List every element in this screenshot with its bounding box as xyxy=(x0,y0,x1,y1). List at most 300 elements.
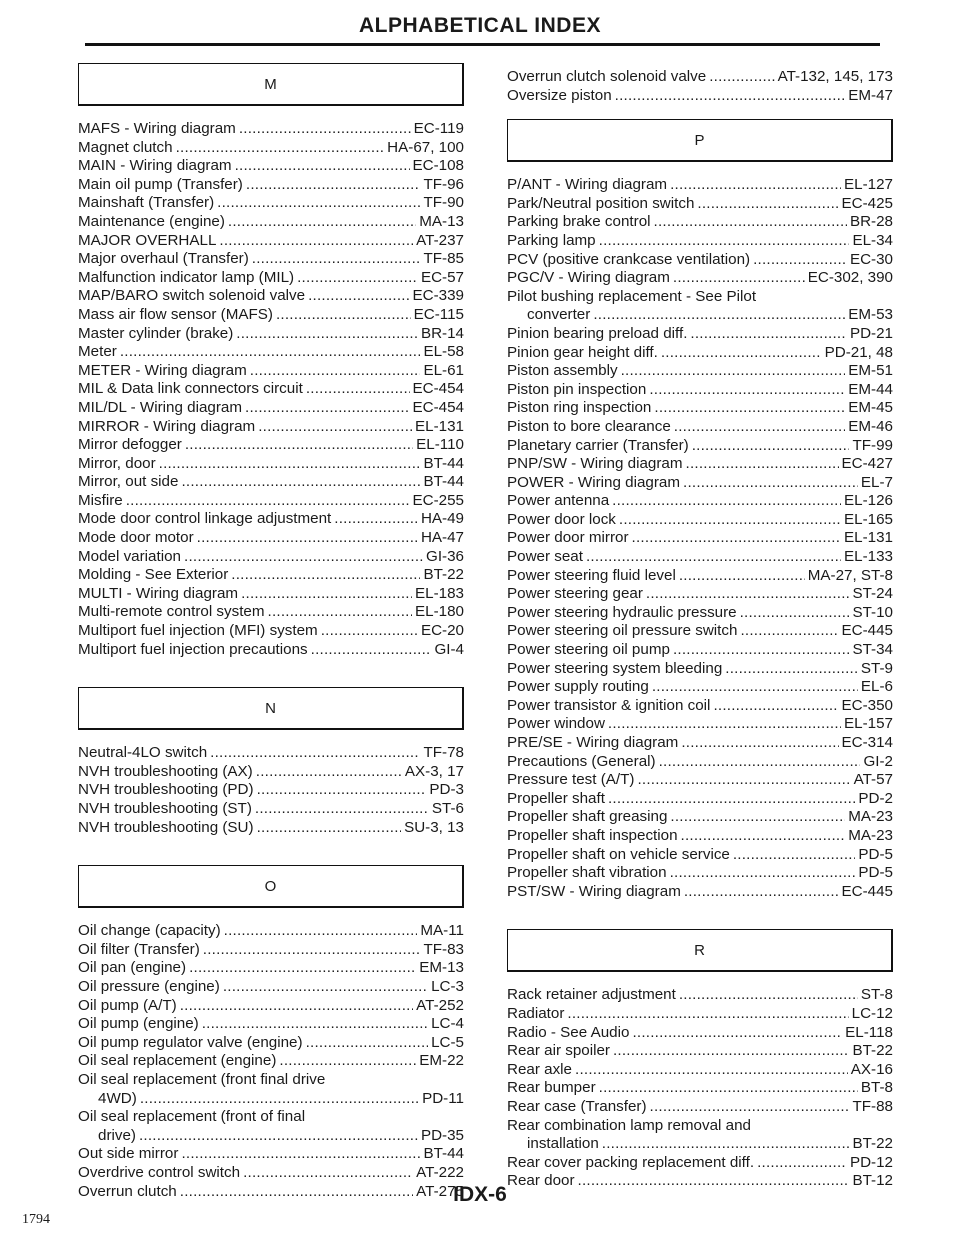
entry-term: NVH troubleshooting (ST) xyxy=(78,800,252,817)
entry-page: EL-165 xyxy=(844,510,893,528)
index-entry xyxy=(78,922,464,941)
dot-leader xyxy=(297,269,418,288)
dot-leader xyxy=(311,641,432,660)
dot-leader xyxy=(612,492,841,511)
entry-page: SU-3, 13 xyxy=(404,818,464,836)
index-entry xyxy=(507,846,893,865)
entry-page: EC-115 xyxy=(413,305,464,323)
entry-page: BT-44 xyxy=(423,454,464,472)
dot-leader xyxy=(126,492,410,511)
index-entry xyxy=(78,325,464,344)
index-entry xyxy=(507,68,893,87)
entry-term: Meter xyxy=(78,343,117,361)
section-m-entries xyxy=(78,120,464,659)
entry-page: TF-90 xyxy=(423,194,464,212)
entry-term: MIRROR - Wiring diagram xyxy=(78,417,256,435)
index-entry xyxy=(78,194,464,213)
entry-page: BT-22 xyxy=(423,566,464,584)
entry-page: HA-49 xyxy=(420,510,464,528)
dot-leader xyxy=(181,1145,420,1164)
entry-term: PRE/SE - Wiring diagram xyxy=(507,734,679,751)
entry-page: AX-16 xyxy=(850,1060,893,1078)
index-entry xyxy=(507,1135,893,1154)
index-entry xyxy=(507,734,893,753)
entry-term: PCV (positive crankcase ventilation) xyxy=(507,250,751,268)
section-letter: R xyxy=(694,942,705,960)
entry-term: Propeller shaft xyxy=(507,789,605,807)
entry-page: EC-454 xyxy=(412,398,464,416)
index-entry xyxy=(507,195,893,214)
entry-page: PD-21 xyxy=(849,324,893,342)
dot-leader xyxy=(202,1015,428,1034)
index-entry xyxy=(507,697,893,716)
entry-page: PD-2 xyxy=(858,789,893,807)
entry-page: LC-12 xyxy=(851,1004,893,1022)
section-letter: N xyxy=(265,700,276,718)
entry-term: PST/SW - Wiring diagram xyxy=(507,882,681,900)
entry-term: Mode door motor xyxy=(78,529,194,547)
entry-term: Parking lamp xyxy=(507,231,596,249)
entry-page: BT-44 xyxy=(423,1145,464,1163)
entry-term: MAIN - Wiring diagram xyxy=(78,157,232,175)
entry-page: GI-2 xyxy=(863,752,893,770)
entry-term: PGC/V - Wiring diagram xyxy=(507,269,670,287)
entry-page: BT-44 xyxy=(423,473,464,491)
entry-term: Overrun clutch solenoid valve xyxy=(507,68,707,85)
entry-term: Oil pump (A/T) xyxy=(78,996,177,1014)
dot-leader xyxy=(257,781,427,800)
index-entry xyxy=(507,437,893,456)
dot-leader xyxy=(681,734,838,753)
dot-leader xyxy=(256,763,402,782)
index-entry xyxy=(507,604,893,623)
index-entry xyxy=(507,1061,893,1080)
dot-leader xyxy=(740,604,850,623)
entry-term: Mass air flow sensor (MAFS) xyxy=(78,305,273,323)
dot-leader xyxy=(679,567,805,586)
index-entry xyxy=(78,1090,464,1109)
index-entry xyxy=(78,436,464,455)
entry-page: EM-44 xyxy=(848,380,893,398)
index-entry xyxy=(78,455,464,474)
entry-page: EC-255 xyxy=(412,491,464,509)
dot-leader xyxy=(619,511,841,530)
dot-leader xyxy=(632,529,841,548)
dot-leader xyxy=(670,864,856,883)
index-entry xyxy=(507,344,893,363)
entry-page: HA-67, 100 xyxy=(387,138,464,156)
entry-page: EM-47 xyxy=(848,86,893,104)
dot-leader xyxy=(334,510,418,529)
dot-leader xyxy=(684,883,839,902)
entry-page: BT-22 xyxy=(852,1135,893,1153)
entry-term: Rear door xyxy=(507,1172,575,1190)
dot-leader xyxy=(140,1090,419,1109)
dot-leader xyxy=(268,603,413,622)
entry-page: EC-20 xyxy=(420,622,464,640)
entry-term: Malfunction indicator lamp (MIL) xyxy=(78,268,295,286)
dot-leader xyxy=(197,529,418,548)
entry-term: Rear air spoiler xyxy=(507,1042,610,1060)
dot-leader xyxy=(139,1127,418,1146)
index-entry xyxy=(78,744,464,763)
dot-leader xyxy=(637,771,850,790)
entry-term: Overrun clutch xyxy=(78,1182,177,1200)
dot-leader xyxy=(683,474,858,493)
index-entry xyxy=(507,176,893,195)
entry-page: ST-24 xyxy=(852,585,893,603)
entry-term: Overdrive control switch xyxy=(78,1163,241,1181)
entry-term: Oil seal replacement (engine) xyxy=(78,1052,277,1070)
right-column xyxy=(507,68,893,1191)
entry-page: AX-3, 17 xyxy=(404,762,464,780)
entry-page: PD-3 xyxy=(429,781,464,799)
page-title: ALPHABETICAL INDEX xyxy=(359,14,601,37)
entry-page: HA-47 xyxy=(420,529,464,547)
entry-page: EL-126 xyxy=(844,492,893,510)
entry-page: EC-425 xyxy=(841,194,893,212)
dot-leader xyxy=(243,1164,413,1183)
section-letter: O xyxy=(264,878,277,896)
entry-page: GI-36 xyxy=(426,547,464,565)
dot-leader xyxy=(189,959,416,978)
section-o-entries-a xyxy=(78,922,464,1071)
dot-leader xyxy=(692,437,850,456)
entry-page: EC-108 xyxy=(412,157,464,175)
index-entry xyxy=(78,269,464,288)
entry-term: Radio - See Audio xyxy=(507,1023,630,1041)
entry-term: Rear bumper xyxy=(507,1079,596,1097)
section-header-n xyxy=(78,687,464,730)
index-entry xyxy=(507,306,893,325)
index-entry xyxy=(78,1145,464,1164)
dot-leader xyxy=(120,343,421,362)
entry-term: Planetary carrier (Transfer) xyxy=(507,436,689,454)
title-rule xyxy=(85,43,880,46)
dot-leader xyxy=(241,585,412,604)
dot-leader xyxy=(621,362,846,381)
entry-page: PD-35 xyxy=(420,1126,464,1144)
entry-term: Model variation xyxy=(78,547,181,565)
index-entry xyxy=(507,529,893,548)
index-entry xyxy=(507,325,893,344)
entry-page: AT-275 xyxy=(416,1182,464,1200)
dot-leader xyxy=(306,380,410,399)
entry-page: MA-11 xyxy=(420,922,464,940)
entry-term: Power steering fluid level xyxy=(507,566,676,584)
entry-term: POWER - Wiring diagram xyxy=(507,473,680,491)
entry-term: Neutral-4LO switch xyxy=(78,744,208,762)
entry-page: ST-6 xyxy=(431,800,464,817)
entry-term: Magnet clutch xyxy=(78,138,173,156)
entry-page: ST-9 xyxy=(860,659,893,677)
entry-page: EL-183 xyxy=(415,584,464,602)
section-letter: P xyxy=(694,132,705,150)
dot-leader xyxy=(690,325,847,344)
dot-leader xyxy=(306,1034,429,1053)
dot-leader xyxy=(250,362,421,381)
dot-leader xyxy=(679,986,858,1005)
dot-leader xyxy=(650,1098,850,1117)
index-entry xyxy=(507,87,893,106)
entry-page: EL-58 xyxy=(423,343,464,361)
index-entry xyxy=(507,771,893,790)
dot-leader xyxy=(674,418,845,437)
entry-term: Propeller shaft greasing xyxy=(507,808,668,826)
entry-page: EM-53 xyxy=(848,306,893,324)
dot-leader xyxy=(709,68,774,87)
entry-page: BT-8 xyxy=(860,1079,893,1097)
index-entry xyxy=(507,678,893,697)
entry-term: Mode door control linkage adjustment xyxy=(78,510,332,528)
entry-term: 4WD) xyxy=(98,1089,137,1107)
dot-leader xyxy=(276,306,411,325)
entry-term: NVH troubleshooting (SU) xyxy=(78,818,254,836)
entry-page: ST-8 xyxy=(860,986,893,1004)
entry-term: Propeller shaft inspection xyxy=(507,826,678,844)
entry-page: ST-34 xyxy=(852,641,893,659)
index-entry-continued: Oil seal replacement (front of final xyxy=(78,1108,306,1126)
dot-leader xyxy=(236,325,418,344)
section-n-entries xyxy=(78,744,464,837)
entry-page: MA-23 xyxy=(848,826,893,844)
dot-leader xyxy=(184,548,423,567)
index-entry xyxy=(507,883,893,902)
entry-term: MIL & Data link connectors circuit xyxy=(78,380,303,398)
entry-term: METER - Wiring diagram xyxy=(78,361,247,379)
entry-page: EL-157 xyxy=(844,715,893,733)
entry-page: EM-46 xyxy=(848,417,893,435)
index-entry xyxy=(78,800,464,819)
entry-page: AT-222 xyxy=(416,1163,464,1181)
entry-term: MAFS - Wiring diagram xyxy=(78,120,236,137)
entry-page: EC-302, 390 xyxy=(807,269,893,287)
entry-page: TF-78 xyxy=(423,744,464,762)
entry-page: EC-445 xyxy=(841,622,893,640)
page-number: 1794 xyxy=(22,1212,50,1227)
entry-page: EM-45 xyxy=(848,399,893,417)
entry-page: PD-5 xyxy=(858,864,893,882)
index-entry xyxy=(507,986,893,1005)
index-entry xyxy=(507,1005,893,1024)
dot-leader xyxy=(673,641,850,660)
index-entry xyxy=(78,362,464,381)
entry-term: Master cylinder (brake) xyxy=(78,324,234,342)
entry-term: Out side mirror xyxy=(78,1145,179,1163)
index-entry xyxy=(78,566,464,585)
dot-leader xyxy=(649,381,845,400)
entry-page: EM-22 xyxy=(419,1052,464,1070)
index-entry xyxy=(78,997,464,1016)
dot-leader xyxy=(757,1154,847,1173)
dot-leader xyxy=(159,455,421,474)
index-entry xyxy=(507,213,893,232)
dot-leader xyxy=(257,819,401,838)
entry-term: P/ANT - Wiring diagram xyxy=(507,176,668,194)
index-entry xyxy=(78,622,464,641)
entry-page: TF-99 xyxy=(852,436,893,454)
dot-leader xyxy=(654,213,847,232)
entry-page: AT-132, 145, 173 xyxy=(777,68,893,85)
entry-term: NVH troubleshooting (PD) xyxy=(78,781,254,799)
entry-term: Oil pressure (engine) xyxy=(78,977,220,995)
index-entry xyxy=(507,548,893,567)
entry-page: EL-7 xyxy=(860,473,893,491)
index-entry xyxy=(507,1024,893,1043)
entry-term: Power door lock xyxy=(507,510,616,528)
entry-term: Radiator xyxy=(507,1004,565,1022)
dot-leader xyxy=(181,473,420,492)
entry-term: Power supply routing xyxy=(507,678,649,696)
entry-term: Parking brake control xyxy=(507,213,651,231)
dot-leader xyxy=(239,120,411,139)
index-entry xyxy=(78,941,464,960)
dot-leader xyxy=(753,251,847,270)
entry-term: Multiport fuel injection (MFI) system xyxy=(78,622,318,640)
section-letter: M xyxy=(264,76,277,93)
index-entry xyxy=(78,1034,464,1053)
entry-page: EC-314 xyxy=(841,734,893,751)
entry-term: Mirror defogger xyxy=(78,436,182,454)
dot-leader xyxy=(632,1024,842,1043)
dot-leader xyxy=(246,176,421,195)
index-entry xyxy=(507,455,893,474)
dot-leader xyxy=(615,87,846,106)
entry-term: Mirror, door xyxy=(78,454,156,472)
dot-leader xyxy=(686,455,839,474)
entry-page: EL-127 xyxy=(844,176,893,194)
index-entry xyxy=(507,808,893,827)
index-entry xyxy=(78,510,464,529)
entry-term: Major overhaul (Transfer) xyxy=(78,250,249,268)
dot-leader xyxy=(217,194,420,213)
index-entry xyxy=(78,343,464,362)
dot-leader xyxy=(231,566,420,585)
section-header-p xyxy=(507,119,893,162)
entry-page: GI-4 xyxy=(434,640,464,658)
entry-term: Pressure test (A/T) xyxy=(507,771,635,789)
index-entry xyxy=(507,641,893,660)
index-entry xyxy=(78,418,464,437)
index-entry xyxy=(78,213,464,232)
entry-page: LC-5 xyxy=(431,1033,464,1051)
index-entry xyxy=(78,287,464,306)
dot-leader xyxy=(681,827,846,846)
dot-leader xyxy=(308,287,409,306)
dot-leader xyxy=(697,195,838,214)
dot-leader xyxy=(321,622,418,641)
entry-page: LC-4 xyxy=(431,1015,464,1033)
index-entry xyxy=(507,251,893,270)
section-header-o xyxy=(78,865,464,908)
dot-leader xyxy=(599,1079,858,1098)
entry-page: EL-118 xyxy=(845,1023,893,1041)
index-entry xyxy=(507,864,893,883)
entry-term: Power steering gear xyxy=(507,585,643,603)
section-p-entries-b xyxy=(507,325,893,901)
index-entry xyxy=(507,418,893,437)
index-entry xyxy=(507,1098,893,1117)
entry-term: PNP/SW - Wiring diagram xyxy=(507,455,683,473)
entry-page: EM-51 xyxy=(848,362,893,380)
entry-page: EC-57 xyxy=(420,268,464,286)
dot-leader xyxy=(608,790,855,809)
index-entry xyxy=(78,1052,464,1071)
dot-leader xyxy=(176,139,385,158)
entry-term: Propeller shaft on vehicle service xyxy=(507,845,730,863)
entry-term: Power door mirror xyxy=(507,529,629,547)
index-entry xyxy=(507,753,893,772)
index-entry xyxy=(507,232,893,251)
entry-page: AT-252 xyxy=(416,996,464,1014)
entry-page: AT-57 xyxy=(853,771,893,789)
entry-page: TF-96 xyxy=(423,175,464,193)
index-entry xyxy=(507,622,893,641)
entry-term: Power steering oil pressure switch xyxy=(507,622,738,640)
entry-page: EL-6 xyxy=(860,678,893,696)
index-entry xyxy=(507,715,893,734)
index-entry xyxy=(507,660,893,679)
entry-term: Maintenance (engine) xyxy=(78,212,225,230)
entry-term: Rack retainer adjustment xyxy=(507,986,676,1004)
entry-page: MA-13 xyxy=(419,212,464,230)
entry-page: EL-110 xyxy=(416,436,464,454)
entry-page: EC-119 xyxy=(413,120,464,137)
dot-leader xyxy=(613,1042,849,1061)
index-entry xyxy=(507,790,893,809)
index-entry xyxy=(78,306,464,325)
index-entry xyxy=(78,585,464,604)
entry-page: PD-5 xyxy=(858,845,893,863)
index-entry xyxy=(78,781,464,800)
index-entry xyxy=(78,232,464,251)
dot-leader xyxy=(659,753,861,772)
entry-term: Molding - See Exterior xyxy=(78,566,229,584)
entry-term: Power antenna xyxy=(507,492,610,510)
entry-page: EL-131 xyxy=(415,417,464,435)
dot-leader xyxy=(258,418,412,437)
entry-page: MA-23 xyxy=(848,808,893,826)
entry-term: Power steering hydraulic pressure xyxy=(507,603,737,621)
section-o-entries-b-right xyxy=(507,68,893,105)
entry-page: PD-12 xyxy=(849,1153,893,1171)
entry-page: BT-22 xyxy=(852,1042,893,1060)
entry-page: EM-13 xyxy=(419,959,464,977)
index-entry xyxy=(78,176,464,195)
entry-term: Oil pump regulator valve (engine) xyxy=(78,1033,303,1051)
entry-term: Multi-remote control system xyxy=(78,603,265,621)
dot-leader xyxy=(235,157,410,176)
index-entry xyxy=(507,585,893,604)
dot-leader xyxy=(210,744,420,763)
dot-leader xyxy=(713,697,838,716)
index-entry xyxy=(78,819,464,838)
dot-leader xyxy=(245,399,409,418)
entry-page: BR-14 xyxy=(420,324,464,342)
left-column xyxy=(78,63,464,1201)
entry-page: EC-30 xyxy=(849,250,893,268)
entry-term: Rear axle xyxy=(507,1060,572,1078)
entry-term: Power seat xyxy=(507,548,583,566)
dot-leader xyxy=(180,997,413,1016)
dot-leader xyxy=(223,978,428,997)
index-entry xyxy=(78,492,464,511)
index-entry xyxy=(507,474,893,493)
entry-term: Piston ring inspection xyxy=(507,399,652,417)
dot-leader xyxy=(228,213,416,232)
entry-term: NVH troubleshooting (AX) xyxy=(78,762,253,780)
entry-page: BR-28 xyxy=(849,213,893,231)
